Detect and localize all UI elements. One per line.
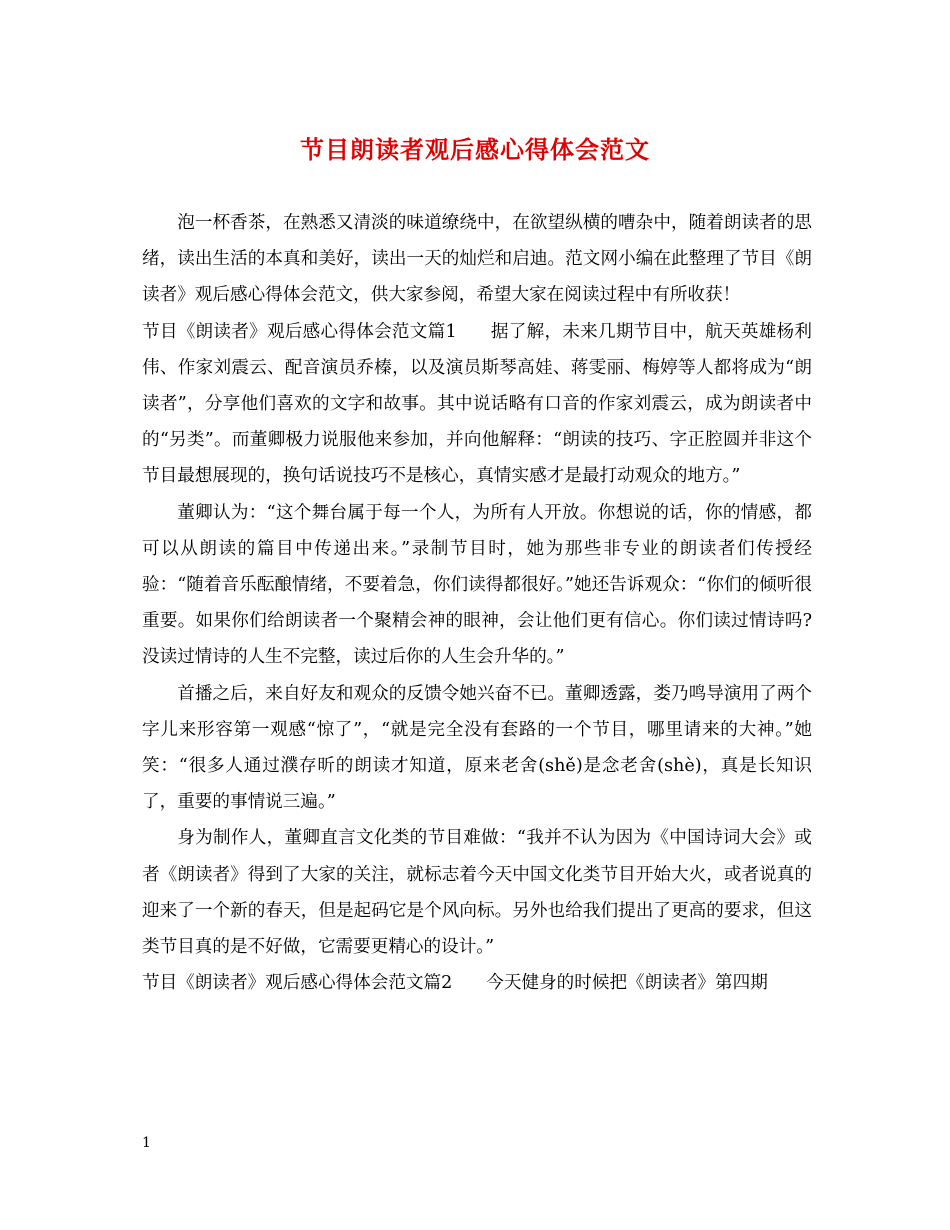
section-1 bbox=[142, 314, 812, 495]
page-title: 节目朗读者观后感心得体会范文 bbox=[300, 136, 650, 164]
section-2-heading: 节目《朗读者》观后感心得体会范文篇2 bbox=[142, 973, 453, 994]
document-body bbox=[142, 205, 812, 1001]
intro-paragraph: 泡一杯香茶，在熟悉又清淡的味道缭绕中，在欲望纵横的嘈杂中，随着朗读者的思绪，读出生活的本真和美好，读出一天的灿烂和启迪。范文网小编在此整理了节目《朗读者》观后感心得体会范文，供大家参阅，希望大家在阅读过程中有所收获！ bbox=[142, 213, 812, 306]
section-2-text: 今天健身的时候把《朗读者》第四期 bbox=[486, 973, 768, 994]
body-paragraph-2: 首播之后，来自好友和观众的反馈令她兴奋不已。董卿透露，娄乃鸣导演用了两个字儿来形容第一观感“惊了”，“就是完全没有套路的一个节目，哪里请来的大神。”她笑：“很多人通过濮存昕的朗读才知道，原来老舍(shě)是念老舍(shè)，真是长知识了，重要的事情说三遍。” bbox=[142, 683, 812, 813]
body-paragraph-1: 董卿认为：“这个舞台属于每一个人，为所有人开放。你想说的话，你的情感，都可以从朗读的篇目中传递出来。”录制节目时，她为那些非专业的朗读者们传授经验：“随着音乐酝酿情绪，不要着急，你们读得都很好。”她还告诉观众：“你们的倾听很重要。如果你们给朗读者一个聚精会神的眼神，会让他们更有信心。你们读过情诗吗?没读过情诗的人生不完整，读过后你的人生会升华的。” bbox=[142, 502, 812, 668]
body-paragraph-3: 身为制作人，董卿直言文化类的节目难做：“我并不认为因为《中国诗词大会》或者《朗读者》得到了大家的关注，就标志着今天中国文化类节目开始大火，或者说真的迎来了一个新的春天，但是起码它是个风向标。另外也给我们提出了更高的要求，但这类节目真的是不好做，它需要更精心的设计。” bbox=[142, 828, 812, 958]
page-number: 1 bbox=[142, 1135, 151, 1151]
section-1-text: 据了解，未来几期节目中，航天英雄杨利伟、作家刘震云、配音演员乔榛，以及演员斯琴高娃、蒋雯丽、梅婷等人都将成为“朗读者”，分享他们喜欢的文字和故事。其中说话略有口音的作家刘震云，成为朗读者中的“另类”。而董卿极力说服他来参加，并向他解释：“朗读的技巧、字正腔圆并非这个节目最想展现的，换句话说技巧不是核心，真情实感才是最打动观众的地方。” bbox=[142, 321, 812, 487]
section-1-heading: 节目《朗读者》观后感心得体会范文篇1 bbox=[142, 321, 457, 342]
section-2 bbox=[142, 965, 812, 1001]
